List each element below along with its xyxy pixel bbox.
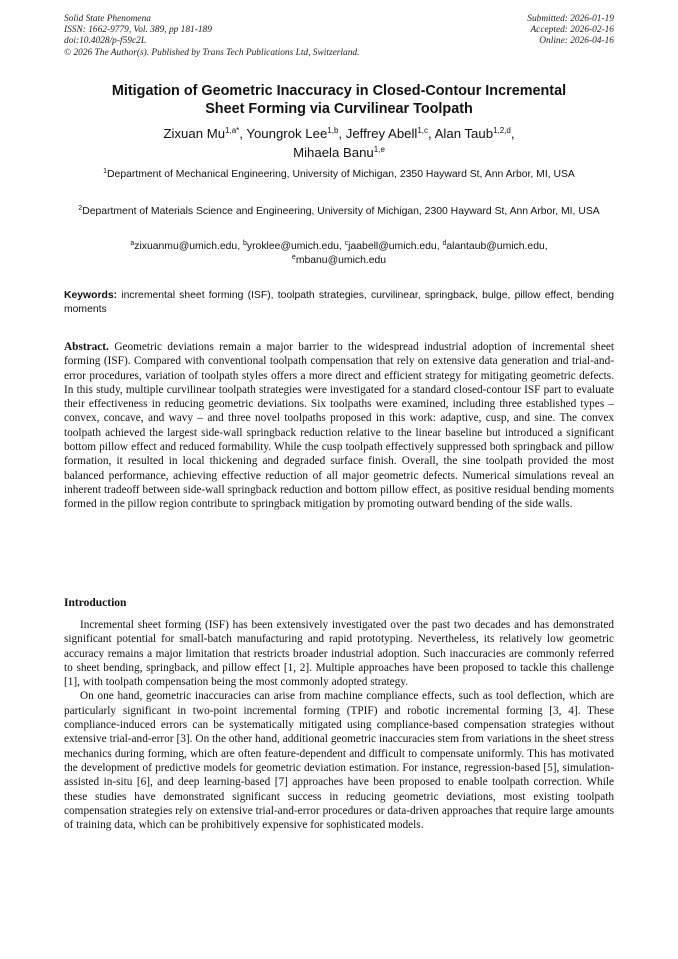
abstract-text: Geometric deviations remain a major barrier to the widespread industrial adoption of incremental sheet forming (ISF). Compared with conventional toolpath compensation that rely on extensive data generation and trial-and-error procedures, variation of toolpath styles offers a more direct and efficient strategy for mitigating geometric defects. In this study, multiple curvilinear toolpath strategies were investigated for a standard closed-contour ISF part to evaluate their effectiveness in reducing geometric deviations. Six toolpaths were examined, including three established types – convex, concave, and wavy – and three novel toolpaths proposed in this work: adaptive, cusp, and sine. The convex toolpath achieved the largest side-wall springback reduction relative to the linear baseline but introduced a significant bottom pillow effect and reduced formability. While the cusp toolpath effectively suppressed both springback and pillow formation, it resulted in local thickening and degraded surface finish. Overall, the sine toolpath provided the most balanced performance, achieving effective reduction of all major geometric defects. Numerical simulations reveal an inherent tradeoff between side-wall springback reduction and bottom pillow effect, as positive residual bending moments formed in the pillow region contribute to springback mitigation by promoting outward bending of the side walls.: [64, 341, 614, 511]
affiliation-sup: 2: [78, 205, 83, 212]
header-right: [414, 14, 614, 48]
keywords-label: Keywords:: [64, 290, 118, 301]
journal-name: Solid State Phenomena: [64, 14, 151, 24]
author-sup: 1,b: [327, 126, 339, 135]
email-sup: e: [291, 254, 296, 261]
email-line: $^a$zixuanmu@umich.edu, $^b$yroklee@umich.edu, $^c$jaabell@umich.edu, $^d$alantaub@umich.edu,: [130, 240, 548, 252]
affiliation-text: Department of Materials Science and Engineering, University of Michigan, 2300 Hayward St, Ann Arbor, MI, USA: [82, 206, 600, 217]
issn: ISSN: 1662-9779, Vol. 389, pp 181-189: [64, 25, 212, 36]
author-line: [64, 143, 614, 162]
author-name: Zixuan Mu: [163, 126, 226, 141]
introduction-body: [64, 618, 614, 832]
email-sup: d: [442, 240, 447, 247]
author-name: Jeffrey Abell: [345, 126, 418, 141]
author-list: [64, 124, 614, 162]
online-date: Online: 2026-04-16: [539, 36, 614, 47]
author-name: Youngrok Lee: [246, 126, 328, 141]
affiliation: [64, 205, 614, 219]
accepted-date: Accepted: 2026-02-16: [530, 25, 614, 36]
keywords-text: incremental sheet forming (ISF), toolpath strategies, curvilinear, springback, bulge, pillow effect, bending moments: [64, 290, 614, 315]
email-link[interactable]: jaabell@umich.edu: [348, 241, 437, 252]
abstract: [64, 340, 614, 512]
paragraph: Incremental sheet forming (ISF) has been extensively investigated over the past two decades and has demonstrated significant potential for small-batch manufacturing and rapid prototyping. Nevertheless, its relatively low geometric accuracy remains a major limitation that restricts broader industrial adoption. Such inaccuracies are commonly referred to sheet bending, springback, and pillow effect [1, 2]. Multiple approaches have been proposed to tackle this challenge [1], with toolpath compensation being the most commonly adopted strategy.: [64, 619, 614, 689]
keywords: [64, 289, 614, 317]
copyright: © 2026 The Author(s). Published by Trans Tech Publications Ltd, Switzerland.: [64, 47, 360, 58]
email-link[interactable]: yroklee@umich.edu: [246, 241, 339, 252]
submitted-date: Submitted: 2026-01-19: [527, 14, 614, 24]
paper-title: [64, 82, 614, 118]
author-sup: 1,e: [373, 145, 385, 154]
email-line: [64, 254, 614, 268]
email-link[interactable]: zixuanmu@umich.edu: [134, 241, 238, 252]
header-left: [64, 14, 444, 59]
email-sup: c: [344, 240, 349, 247]
email-link[interactable]: mbanu@umich.edu: [295, 255, 387, 266]
author-name: Alan Taub: [434, 126, 494, 141]
email-sup: a: [130, 240, 135, 247]
affiliation-text: Department of Mechanical Engineering, University of Michigan, 2350 Hayward St, Ann Arbor, MI, USA: [107, 169, 575, 180]
author-sup: 1,2,d: [493, 126, 511, 135]
section-heading: Introduction: [64, 597, 127, 609]
email-list: [64, 240, 614, 268]
doi: doi:10.4028/p-f59c2L: [64, 36, 147, 47]
email-sup: b: [243, 240, 247, 247]
author-sup: 1,c: [417, 126, 429, 135]
affiliation-sup: 1: [103, 168, 108, 175]
author-sup: 1,a*: [225, 126, 240, 135]
title-line: Sheet Forming via Curvilinear Toolpath: [205, 101, 473, 117]
author-name: Mihaela Banu: [293, 145, 374, 160]
paragraph: On one hand, geometric inaccuracies can arise from machine compliance effects, such as tool deflection, which are particularly significant in two-point incremental forming (TPIF) and robotic incremental forming [3, 4]. These compliance-induced errors can be systematically mitigated using compliance-based compensation strategies without extensive trial-and-error [3]. On the other hand, additional geometric inaccuracies stem from variations in the sheet stress mechanics during forming, which are often feature-dependent and difficult to compensate uniformly. This has motivated the development of predictive models for geometric deviation estimation. For instance, regression-based [5], simulation-assisted in-situ [6], and deep learning-based [7] approaches have been proposed to enable toolpath correction. While these studies have demonstrated significant success in reducing geometric deviations, most existing toolpath compensation strategies rely on extensive trial-and-error procedures or data-driven approaches that require large amounts of training data, which can be prohibitively expensive for sophisticated models.: [64, 690, 614, 832]
author-line: Zixuan $Mu^{1,a*}$, Youngrok Lee$^{1,b}$, Jeffrey Abell$^{1,c}$, Alan Taub$^{1,2,d}$,: [163, 126, 515, 141]
title-line: Mitigation of Geometric Inaccuracy in Closed-Contour Incremental: [111, 83, 567, 99]
abstract-label: Abstract.: [64, 341, 109, 353]
email-link[interactable]: alantaub@umich.edu: [446, 241, 545, 252]
affiliation: [64, 168, 614, 182]
